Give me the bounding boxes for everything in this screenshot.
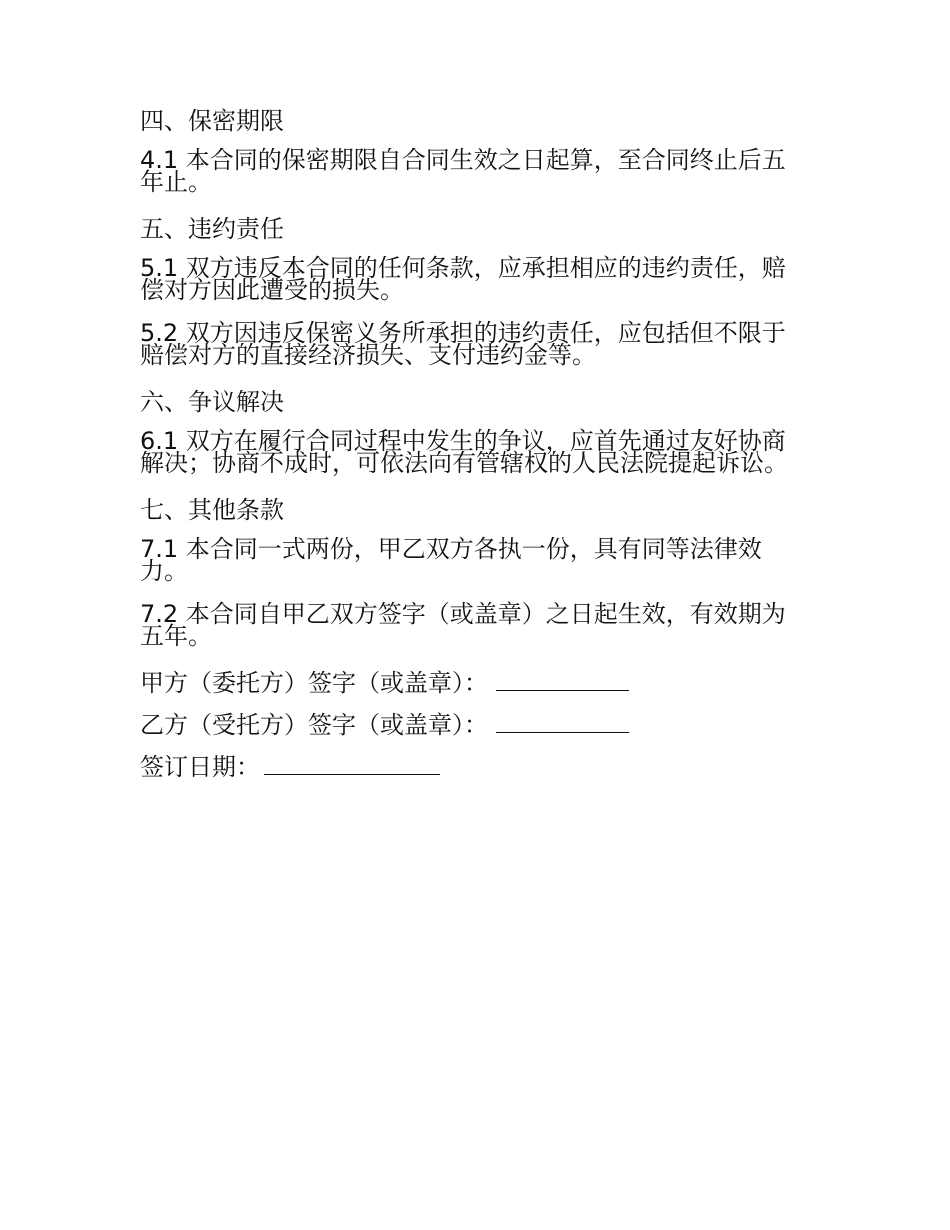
clause-5-1: 5.1 双方违反本合同的任何条款，应承担相应的违约责任，赔偿对方因此遭受的损失。 [140,254,786,304]
clause-6-1: 6.1 双方在履行合同过程中发生的争议，应首先通过友好协商解决；协商不成时，可依法向有管辖权的人民法院提起诉讼。 [140,427,788,477]
contract-page [140,106,808,794]
clause-4-1: 4.1 本合同的保密期限自合同生效之日起算，至合同终止后五年止。 [140,146,786,196]
signing-date-blank[interactable] [264,754,440,775]
party-a-signature-line [140,668,808,698]
clause-7-1: 7.1 本合同一式两份，甲乙双方各执一份，具有同等法律效力。 [140,535,762,585]
signing-date-line [140,752,808,782]
signing-date-label: 签订日期： [140,753,260,781]
party-b-signature-label: 乙方（受托方）签字（或盖章）： [140,711,488,739]
party-a-signature-blank[interactable] [496,670,629,691]
party-a-signature-label: 甲方（委托方）签字（或盖章）： [140,669,488,697]
party-b-signature-line [140,710,808,740]
clause-5-2: 5.2 双方因违反保密义务所承担的违约责任，应包括但不限于赔偿对方的直接经济损失、支付违约金等。 [140,319,786,369]
clause-7-2: 7.2 本合同自甲乙双方签字（或盖章）之日起生效，有效期为五年。 [140,600,786,650]
section-heading-other-terms: 七、其他条款 [140,496,284,524]
section-heading-dispute-resolution: 六、争议解决 [140,388,284,416]
party-b-signature-blank[interactable] [496,712,629,733]
section-heading-confidentiality-period: 四、保密期限 [140,107,284,135]
section-heading-liability: 五、违约责任 [140,215,284,243]
